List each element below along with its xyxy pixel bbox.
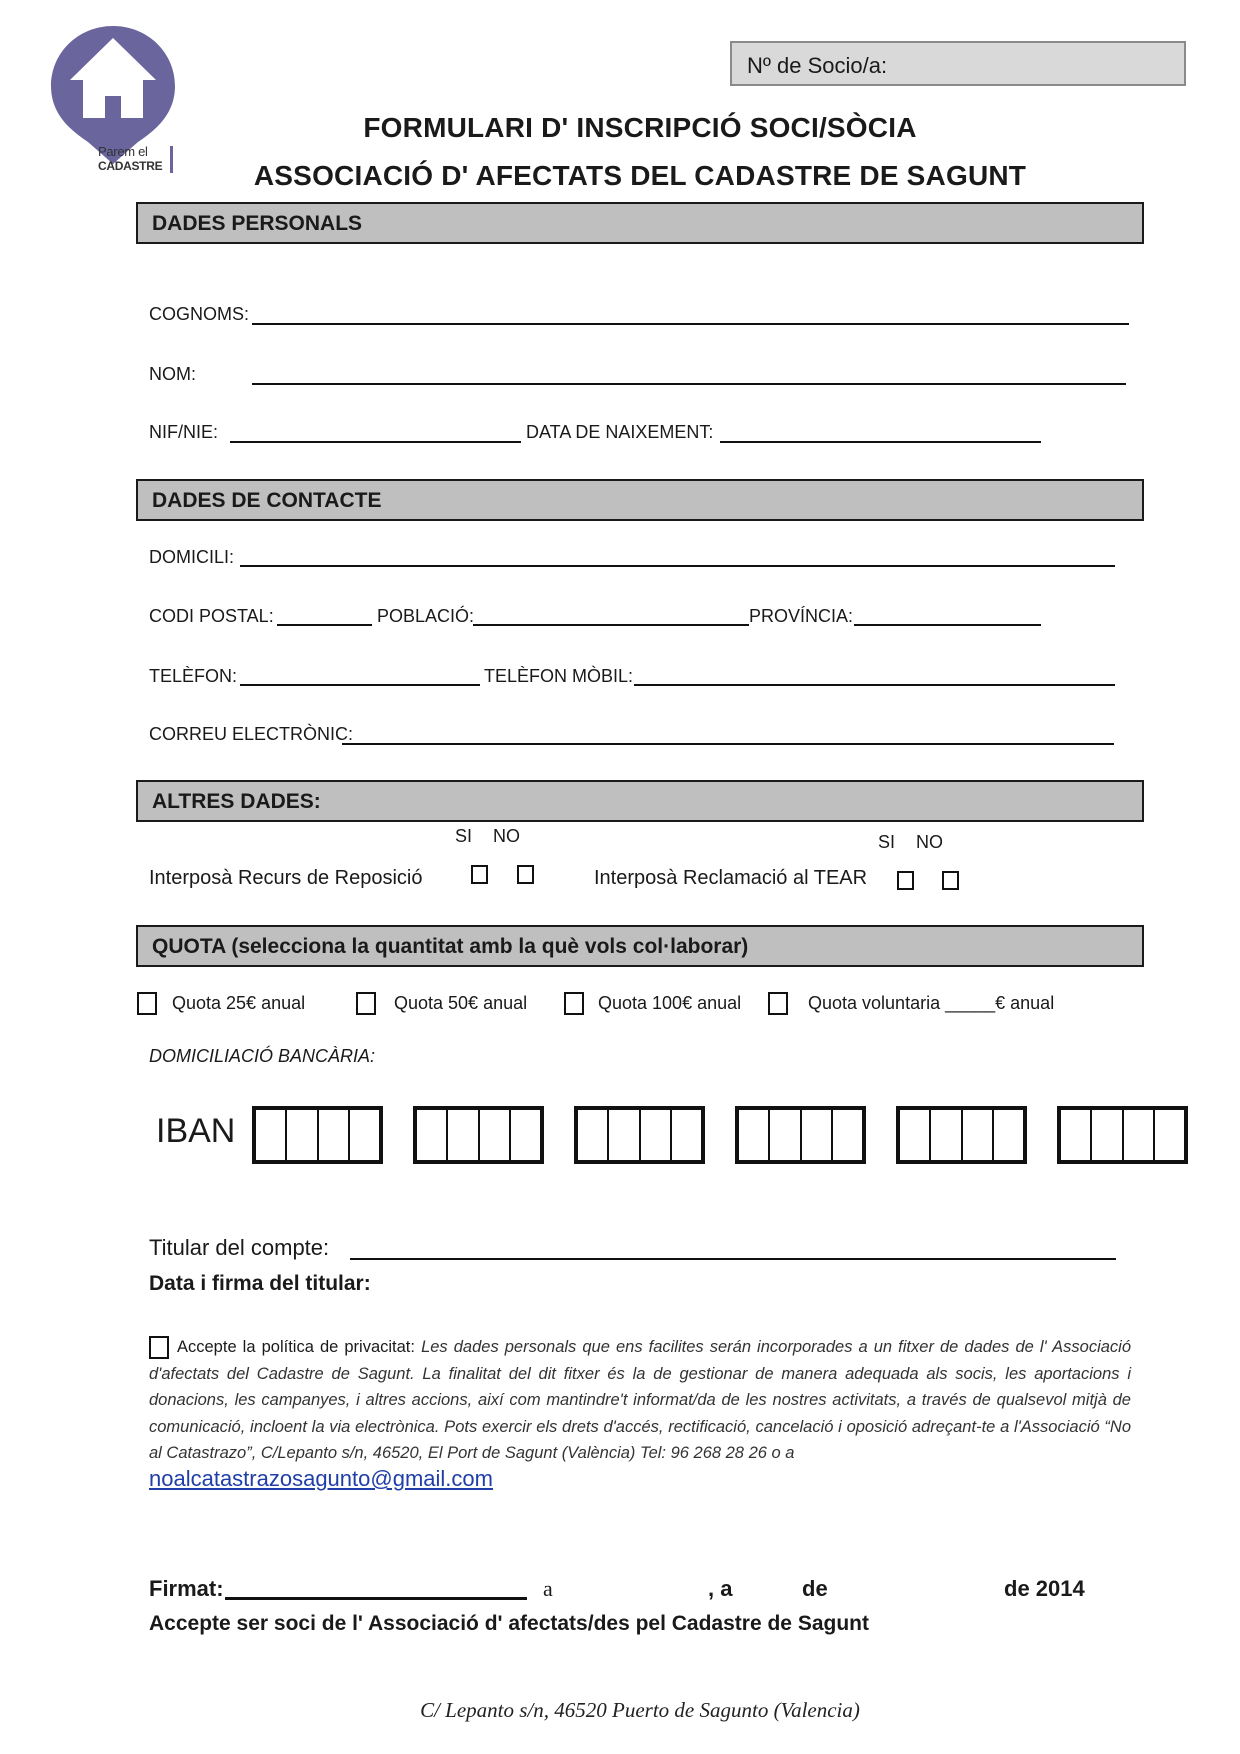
appeal-yes-checkbox[interactable]	[471, 865, 488, 884]
account-holder-input[interactable]	[350, 1258, 1116, 1260]
year-label: de 2014	[1004, 1576, 1085, 1601]
place-prefix: a	[543, 1576, 553, 1601]
quota-voluntary-checkbox[interactable]	[768, 992, 788, 1015]
name-label: NOM:	[149, 364, 196, 384]
appeal-label: Interposà Recurs de Reposició	[149, 867, 423, 889]
privacy-text	[149, 1334, 1131, 1467]
quota-100-label: Quota 100€ anual	[598, 993, 742, 1013]
nif-label: NIF/NIE:	[149, 422, 219, 442]
name-input[interactable]	[252, 383, 1126, 385]
signature-input[interactable]	[225, 1597, 527, 1600]
tear-yes-checkbox[interactable]	[897, 871, 914, 890]
province-label: PROVÍNCIA:	[749, 606, 854, 626]
town-label: POBLACIÓ:	[377, 606, 475, 626]
quota-100-checkbox[interactable]	[564, 992, 584, 1015]
yes-header-1: SI	[455, 826, 473, 846]
phone-input[interactable]	[240, 684, 480, 686]
membership-acceptance: Accepte ser soci de l' Associació d' afectats/des pel Cadastre de Sagunt	[149, 1612, 869, 1635]
province-input[interactable]	[854, 624, 1041, 626]
quota-voluntary-label: Quota voluntaria _____€ anual	[808, 993, 1055, 1013]
surname-label: COGNOMS:	[149, 304, 250, 324]
section-title: ALTRES DADES:	[152, 790, 321, 813]
holder-signature-label: Data i firma del titular:	[149, 1272, 371, 1295]
tear-no-checkbox[interactable]	[942, 871, 959, 890]
date-prefix: , a	[708, 1576, 733, 1601]
surname-input[interactable]	[252, 323, 1129, 325]
iban-group-1[interactable]	[252, 1106, 383, 1164]
email-label: CORREU ELECTRÒNIC:	[149, 724, 354, 744]
address-input[interactable]	[240, 565, 1115, 567]
birthdate-label: DATA DE NAIXEMENT:	[526, 422, 714, 442]
section-personal-data	[136, 202, 1144, 244]
footer-address: C/ Lepanto s/n, 46520 Puerto de Sagunto (Valencia)	[420, 1698, 860, 1722]
account-holder-label: Titular del compte:	[149, 1235, 330, 1260]
logo-line-2: CADASTRE	[98, 159, 163, 173]
form-title: FORMULARI D' INSCRIPCIÓ SOCI/SÒCIA	[363, 112, 917, 143]
month-prefix: de	[802, 1576, 828, 1601]
member-number-field[interactable]	[730, 41, 1186, 86]
section-title: QUOTA (selecciona la quantitat amb la què vols col·laborar)	[152, 935, 749, 958]
address-label: DOMICILI:	[149, 547, 235, 567]
section-title: DADES DE CONTACTE	[152, 489, 382, 512]
appeal-no-checkbox[interactable]	[517, 865, 534, 884]
iban-group-3[interactable]	[574, 1106, 705, 1164]
mobile-label: TELÈFON MÒBIL:	[484, 666, 634, 686]
member-number-label: Nº de Socio/a:	[747, 53, 888, 78]
iban-group-2[interactable]	[413, 1106, 544, 1164]
association-title: ASSOCIACIÓ D' AFECTATS DEL CADASTRE DE SAGUNT	[253, 160, 1027, 191]
mobile-input[interactable]	[634, 684, 1115, 686]
quota-25-checkbox[interactable]	[137, 992, 157, 1015]
privacy-body: Les dades personals que ens facilites serán incorporades a un fitxer de dades de l' Associació d'afectats del Cadastre de Sagunt. La finalitat del dit fitxer és la de gestionar de manera adequada als socis, les aportacions i donacions, les campanyes, i altres accions, així com mantindre't informat/da de les nostres activitats, a través de qualsevol mitjà de comunicació, incloent la via electrònica. Pots exercir els drets d'accés, rectificació, cancelació i oposició adreçant-te a l'Associació “No al Catastrazo”, C/Lepanto s/n, 46520, El Port de Sagunt (València) Tel: 96 268 28 26 o a	[149, 1338, 1132, 1462]
postal-code-label: CODI POSTAL:	[149, 606, 274, 626]
birthdate-input[interactable]	[720, 441, 1041, 443]
iban-group-6[interactable]	[1057, 1106, 1188, 1164]
quota-50-label: Quota 50€ anual	[394, 993, 528, 1013]
postal-code-input[interactable]	[277, 624, 372, 626]
no-header-1: NO	[493, 826, 520, 846]
tear-claim-label: Interposà Reclamació al TEAR	[594, 867, 868, 889]
email-input[interactable]	[342, 743, 1114, 745]
phone-label: TELÈFON:	[149, 666, 238, 686]
quota-25-label: Quota 25€ anual	[172, 993, 306, 1013]
iban-group-5[interactable]	[896, 1106, 1027, 1164]
contact-email-link[interactable]: noalcatastrazosagunto@gmail.com	[149, 1466, 493, 1491]
no-header-2: NO	[916, 832, 943, 852]
bank-heading: DOMICILIACIÓ BANCÀRIA:	[149, 1046, 376, 1066]
section-title: DADES PERSONALS	[152, 212, 363, 235]
quota-50-checkbox[interactable]	[356, 992, 376, 1015]
nif-input[interactable]	[230, 441, 521, 443]
yes-header-2: SI	[878, 832, 896, 852]
logo-line-1: Parem el	[98, 144, 148, 159]
signed-label: Firmat:	[149, 1576, 224, 1601]
section-other-data	[136, 780, 1144, 822]
section-quota	[136, 925, 1144, 967]
privacy-label: Accepte la política de privacitat:	[177, 1338, 415, 1356]
iban-group-4[interactable]	[735, 1106, 866, 1164]
town-input[interactable]	[473, 624, 749, 626]
section-contact-data	[136, 479, 1144, 521]
iban-label: IBAN	[156, 1112, 236, 1150]
